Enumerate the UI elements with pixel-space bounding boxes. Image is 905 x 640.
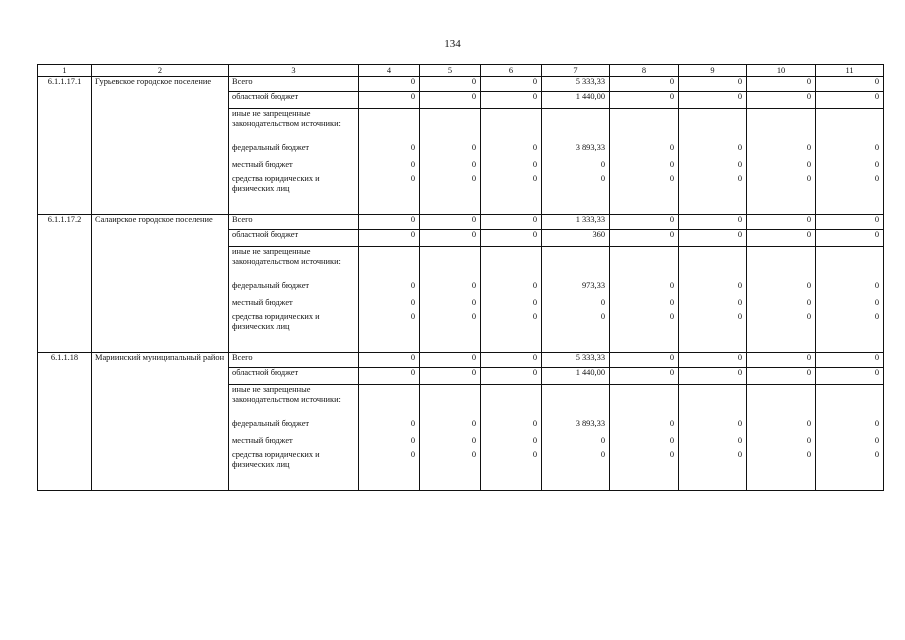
value-cell: 0: [610, 450, 679, 472]
value-cell: 0: [610, 281, 679, 298]
funding-source-label: федеральный бюджет: [229, 419, 359, 436]
value-cell: 0: [747, 419, 816, 436]
column-header: 3: [229, 65, 359, 77]
funding-source-label: Всего: [229, 77, 359, 92]
funding-source-label: местный бюджет: [229, 160, 359, 174]
value-cell: 0: [679, 230, 747, 247]
value-cell: 0: [420, 215, 481, 230]
value-cell: 0: [359, 298, 420, 312]
value-cell: 0: [747, 353, 816, 368]
value-cell: 3 893,33: [542, 419, 610, 436]
value-cell: 0: [420, 419, 481, 436]
value-cell: 0: [679, 298, 747, 312]
value-cell: [610, 385, 679, 420]
value-cell: 0: [747, 77, 816, 92]
value-cell: 0: [747, 143, 816, 160]
value-cell: 0: [610, 312, 679, 334]
empty-cell: [420, 196, 481, 215]
value-cell: 0: [816, 143, 884, 160]
value-cell: 0: [747, 368, 816, 385]
value-cell: 0: [542, 450, 610, 472]
value-cell: 0: [679, 312, 747, 334]
value-cell: [481, 385, 542, 420]
funding-source-label: средства юридических и физических лиц: [229, 450, 359, 472]
page-number: 134: [444, 38, 461, 50]
municipality-name: Мариинский муниципальный район: [92, 353, 229, 491]
value-cell: 0: [420, 436, 481, 450]
value-cell: 0: [747, 436, 816, 450]
value-cell: 0: [816, 436, 884, 450]
funding-source-label: областной бюджет: [229, 92, 359, 109]
value-cell: 0: [679, 92, 747, 109]
value-cell: 5 333,33: [542, 353, 610, 368]
municipality-name: Гурьевское городское поселение: [92, 77, 229, 215]
table-row: [38, 77, 884, 92]
value-cell: [481, 247, 542, 282]
value-cell: 0: [481, 215, 542, 230]
value-cell: 0: [610, 298, 679, 312]
value-cell: [359, 109, 420, 144]
value-cell: 0: [481, 77, 542, 92]
value-cell: 0: [816, 450, 884, 472]
value-cell: 0: [610, 368, 679, 385]
empty-cell: [481, 472, 542, 491]
value-cell: 0: [481, 353, 542, 368]
value-cell: 0: [420, 92, 481, 109]
value-cell: 0: [679, 143, 747, 160]
value-cell: 0: [610, 419, 679, 436]
value-cell: [679, 385, 747, 420]
funding-source-label: средства юридических и физических лиц: [229, 174, 359, 196]
empty-cell: [679, 472, 747, 491]
value-cell: 0: [359, 312, 420, 334]
value-cell: 0: [747, 312, 816, 334]
column-header: 10: [747, 65, 816, 77]
column-number-row: [38, 65, 884, 77]
value-cell: 0: [816, 281, 884, 298]
value-cell: 0: [420, 230, 481, 247]
value-cell: 0: [481, 436, 542, 450]
empty-cell: [816, 334, 884, 353]
empty-cell: [420, 472, 481, 491]
empty-cell: [816, 196, 884, 215]
value-cell: 0: [747, 281, 816, 298]
column-header: 6: [481, 65, 542, 77]
value-cell: 0: [679, 77, 747, 92]
value-cell: 0: [816, 215, 884, 230]
value-cell: [816, 247, 884, 282]
funding-source-label: средства юридических и физических лиц: [229, 312, 359, 334]
funding-source-label: областной бюджет: [229, 368, 359, 385]
value-cell: [816, 385, 884, 420]
value-cell: 0: [359, 281, 420, 298]
value-cell: 0: [816, 368, 884, 385]
value-cell: 0: [481, 368, 542, 385]
value-cell: [542, 385, 610, 420]
value-cell: [679, 247, 747, 282]
funding-source-label: местный бюджет: [229, 436, 359, 450]
value-cell: 0: [359, 174, 420, 196]
value-cell: 0: [359, 368, 420, 385]
value-cell: [542, 247, 610, 282]
value-cell: 0: [816, 160, 884, 174]
value-cell: 0: [542, 312, 610, 334]
value-cell: 0: [610, 353, 679, 368]
value-cell: 0: [816, 419, 884, 436]
value-cell: [359, 385, 420, 420]
value-cell: 0: [359, 77, 420, 92]
empty-cell: [359, 472, 420, 491]
value-cell: 0: [542, 160, 610, 174]
value-cell: 1 333,33: [542, 215, 610, 230]
value-cell: 0: [679, 174, 747, 196]
column-header: 2: [92, 65, 229, 77]
value-cell: 0: [420, 368, 481, 385]
value-cell: 0: [481, 143, 542, 160]
value-cell: 0: [359, 160, 420, 174]
value-cell: 0: [610, 174, 679, 196]
value-cell: 0: [816, 312, 884, 334]
value-cell: [481, 109, 542, 144]
value-cell: 0: [481, 281, 542, 298]
value-cell: 0: [816, 353, 884, 368]
column-header: 4: [359, 65, 420, 77]
empty-cell: [359, 196, 420, 215]
empty-cell: [747, 472, 816, 491]
value-cell: 0: [542, 298, 610, 312]
value-cell: 0: [610, 436, 679, 450]
empty-cell: [610, 196, 679, 215]
empty-cell: [481, 196, 542, 215]
value-cell: 0: [679, 368, 747, 385]
funding-source-label: местный бюджет: [229, 298, 359, 312]
value-cell: [542, 109, 610, 144]
column-header: 1: [38, 65, 92, 77]
value-cell: [359, 247, 420, 282]
value-cell: 0: [420, 143, 481, 160]
value-cell: 1 440,00: [542, 92, 610, 109]
value-cell: 0: [610, 215, 679, 230]
value-cell: [747, 247, 816, 282]
value-cell: 0: [359, 450, 420, 472]
value-cell: 0: [542, 174, 610, 196]
column-header: 7: [542, 65, 610, 77]
value-cell: 0: [481, 450, 542, 472]
empty-cell: [542, 472, 610, 491]
value-cell: 0: [420, 298, 481, 312]
empty-cell: [481, 334, 542, 353]
value-cell: 973,33: [542, 281, 610, 298]
funding-table: [37, 64, 884, 491]
value-cell: 0: [359, 436, 420, 450]
empty-cell: [420, 334, 481, 353]
funding-source-label: федеральный бюджет: [229, 281, 359, 298]
value-cell: 0: [481, 298, 542, 312]
value-cell: 0: [679, 281, 747, 298]
empty-cell: [747, 334, 816, 353]
value-cell: 0: [481, 92, 542, 109]
value-cell: 0: [816, 230, 884, 247]
value-cell: 0: [610, 143, 679, 160]
value-cell: [816, 109, 884, 144]
value-cell: 0: [610, 230, 679, 247]
value-cell: 0: [816, 298, 884, 312]
empty-cell: [816, 472, 884, 491]
value-cell: 360: [542, 230, 610, 247]
value-cell: 0: [481, 419, 542, 436]
funding-source-label: иные не запрещенные законодательством источники:: [229, 385, 359, 420]
empty-cell: [610, 334, 679, 353]
empty-cell: [679, 196, 747, 215]
value-cell: 0: [420, 77, 481, 92]
empty-cell: [229, 196, 359, 215]
value-cell: 0: [359, 215, 420, 230]
value-cell: [420, 109, 481, 144]
funding-source-label: иные не запрещенные законодательством источники:: [229, 109, 359, 144]
value-cell: 0: [747, 450, 816, 472]
value-cell: [610, 247, 679, 282]
empty-cell: [747, 196, 816, 215]
value-cell: 0: [679, 450, 747, 472]
empty-cell: [542, 196, 610, 215]
value-cell: 0: [610, 92, 679, 109]
value-cell: 0: [747, 298, 816, 312]
funding-source-label: иные не запрещенные законодательством источники:: [229, 247, 359, 282]
column-header: 8: [610, 65, 679, 77]
empty-cell: [229, 334, 359, 353]
value-cell: 0: [420, 281, 481, 298]
column-header: 5: [420, 65, 481, 77]
municipality-name: Салаирское городское поселение: [92, 215, 229, 353]
value-cell: 0: [481, 230, 542, 247]
value-cell: 0: [747, 230, 816, 247]
value-cell: 0: [542, 436, 610, 450]
value-cell: 0: [359, 143, 420, 160]
value-cell: 1 440,00: [542, 368, 610, 385]
empty-cell: [542, 334, 610, 353]
funding-source-label: областной бюджет: [229, 230, 359, 247]
value-cell: 0: [481, 312, 542, 334]
value-cell: 0: [816, 174, 884, 196]
value-cell: 0: [420, 450, 481, 472]
value-cell: 0: [747, 215, 816, 230]
value-cell: 0: [359, 353, 420, 368]
value-cell: [420, 247, 481, 282]
row-code: 6.1.1.17.2: [38, 215, 92, 353]
value-cell: 0: [747, 160, 816, 174]
value-cell: [420, 385, 481, 420]
value-cell: [747, 109, 816, 144]
empty-cell: [229, 472, 359, 491]
funding-source-label: Всего: [229, 353, 359, 368]
value-cell: [610, 109, 679, 144]
empty-cell: [679, 334, 747, 353]
table-row: [38, 215, 884, 230]
value-cell: 0: [747, 92, 816, 109]
value-cell: 0: [359, 419, 420, 436]
value-cell: 0: [610, 160, 679, 174]
value-cell: 0: [679, 436, 747, 450]
value-cell: 0: [420, 174, 481, 196]
value-cell: 0: [420, 353, 481, 368]
value-cell: 0: [420, 160, 481, 174]
value-cell: 0: [816, 92, 884, 109]
table-row: [38, 353, 884, 368]
value-cell: 0: [420, 312, 481, 334]
value-cell: 0: [816, 77, 884, 92]
value-cell: 0: [610, 77, 679, 92]
value-cell: 0: [481, 160, 542, 174]
value-cell: [747, 385, 816, 420]
value-cell: 5 333,33: [542, 77, 610, 92]
value-cell: 0: [679, 353, 747, 368]
column-header: 9: [679, 65, 747, 77]
funding-source-label: Всего: [229, 215, 359, 230]
funding-source-label: федеральный бюджет: [229, 143, 359, 160]
value-cell: [679, 109, 747, 144]
value-cell: 0: [359, 230, 420, 247]
value-cell: 0: [359, 92, 420, 109]
row-code: 6.1.1.17.1: [38, 77, 92, 215]
value-cell: 0: [679, 419, 747, 436]
value-cell: 0: [747, 174, 816, 196]
value-cell: 3 893,33: [542, 143, 610, 160]
value-cell: 0: [481, 174, 542, 196]
value-cell: 0: [679, 160, 747, 174]
empty-cell: [359, 334, 420, 353]
row-code: 6.1.1.18: [38, 353, 92, 491]
empty-cell: [610, 472, 679, 491]
column-header: 11: [816, 65, 884, 77]
value-cell: 0: [679, 215, 747, 230]
